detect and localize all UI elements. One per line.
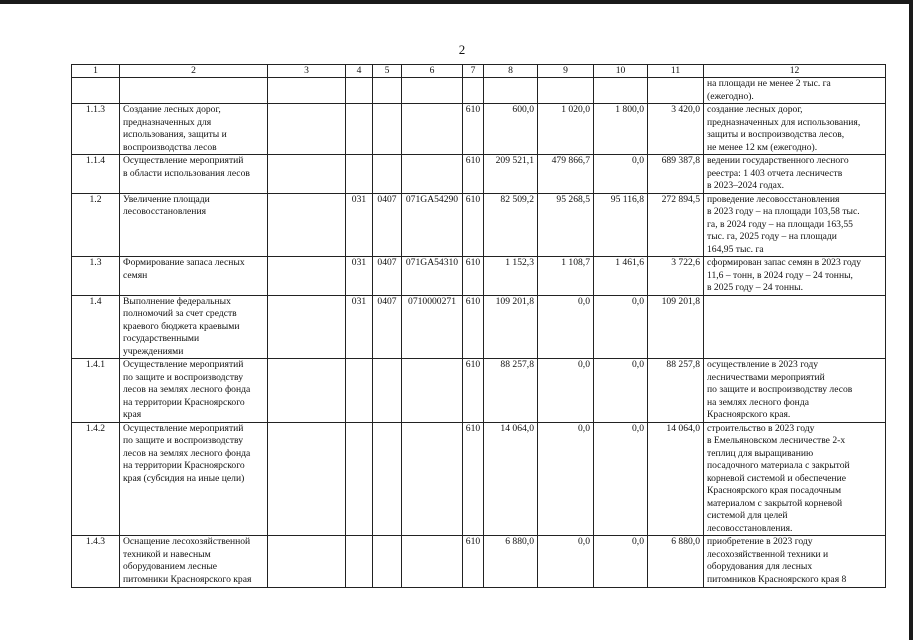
grbs-code-cell: 031 [346,193,373,257]
expected-result-cell-line: на землях лесного фонда [707,396,809,408]
scan-border-right [909,0,913,640]
grbs-code-cell [346,536,373,588]
target-article-cell: 0710000271 [402,295,463,359]
column-header: 9 [538,65,594,78]
column-header: 6 [402,65,463,78]
column-header: 3 [268,65,346,78]
amount-2024-cell: 95 268,5 [538,193,594,257]
expected-result-cell [704,78,886,104]
item-name-cell-line: на территории Красноярского [123,460,245,471]
expected-result-cell-line: лесничествами мероприятий [707,371,825,383]
grbs-code-cell: 031 [346,257,373,296]
amount-2024-cell: 0,0 [538,422,594,536]
expected-result-cell-line: оборудования для лесных [707,561,813,572]
target-article-cell: 071GA54310 [402,257,463,296]
expected-result-cell-line: Красноярского края. [707,409,791,420]
executor-cell [268,422,346,536]
expected-result-cell-line: строительство в 2023 году [707,422,815,434]
target-article-cell [402,359,463,423]
table-row [72,193,886,257]
item-name-cell-line: предназначенных для [123,116,212,128]
item-name-cell [120,422,268,536]
item-number-cell: 1.2 [72,193,120,257]
item-name-cell-line: Осуществление мероприятий [123,359,244,370]
expected-result-cell-line: на площади не менее 2 тыс. га [707,78,831,89]
amount-2025-cell: 1 800,0 [594,104,648,155]
item-name-cell-line: краевого бюджета краевыми [123,320,240,332]
amount-2025-cell: 0,0 [594,422,648,536]
expected-result-cell [704,422,886,536]
grbs-code-cell: 031 [346,295,373,359]
item-name-cell-line: лесов на землях лесного фонда [123,447,251,459]
amount-2024-cell: 0,0 [538,295,594,359]
grbs-code-cell [346,104,373,155]
section-code-cell [373,78,402,104]
item-name-cell-line: края (субсидия на иные цели) [123,472,245,484]
expected-result-cell [704,295,886,359]
page-number: 2 [458,42,466,57]
amount-total-cell: 689 387,8 [648,155,704,194]
item-name-cell-line: на территории Красноярского [123,396,245,408]
expense-type-cell: 610 [463,193,484,257]
expected-result-cell-line: предназначенных для использования, [707,116,861,128]
item-name-cell [120,104,268,155]
expected-result-cell-line: реестра: 1 403 отчета лесничеств [707,167,843,179]
amount-2025-cell [594,78,648,104]
item-name-cell-line: лесовосстановления [123,206,206,217]
item-name-cell-line: учреждениями [123,345,184,357]
expected-result-cell-line: 164,95 тыс. га [707,243,764,255]
table-row [72,359,886,423]
item-name-cell-line: Формирование запаса лесных [123,257,245,268]
amount-2024-cell: 1 020,0 [538,104,594,155]
expected-result-cell-line: Красноярского края посадочным [707,485,842,496]
item-name-cell-line: по защите и воспроизводству [123,371,244,383]
amount-total-cell [648,78,704,104]
item-name-cell-line: использования, защиты и [123,129,227,140]
expected-result-cell-line: защиты и воспроизводства лесов, [707,129,845,140]
expected-result-cell-line: корневой системой и обеспечение [707,472,847,484]
expected-result-cell-line: посадочного материала с закрытой [707,460,850,471]
grbs-code-cell [346,422,373,536]
item-name-cell [120,295,268,359]
amount-total-cell: 109 201,8 [648,295,704,359]
target-article-cell [402,78,463,104]
expense-type-cell: 610 [463,536,484,588]
item-name-cell-line: техникой и навесным [123,548,211,560]
column-header: 5 [373,65,402,78]
section-code-cell [373,359,402,423]
expense-type-cell: 610 [463,155,484,194]
column-header: 10 [594,65,648,78]
amount-2025-cell: 0,0 [594,359,648,423]
amount-2024-cell: 1 108,7 [538,257,594,296]
item-number-cell: 1.4.2 [72,422,120,536]
expected-result-cell-line: тыс. га, 2025 году – на площади [707,231,837,242]
target-article-cell [402,422,463,536]
item-name-cell-line: Создание лесных дорог, [123,104,221,115]
expense-type-cell: 610 [463,295,484,359]
expected-result-cell-line: осуществление в 2023 году [707,359,819,370]
expected-result-cell-line: в 2023–2024 годах. [707,180,785,191]
column-header: 4 [346,65,373,78]
expected-result-cell-line: 11,6 – тонн, в 2024 году – 24 тонны, [707,269,853,281]
amount-2023-cell: 1 152,3 [484,257,538,296]
expense-type-cell: 610 [463,104,484,155]
item-name-cell [120,193,268,257]
amount-2025-cell: 0,0 [594,536,648,588]
target-article-cell [402,155,463,194]
scan-border-top [0,0,913,4]
section-code-cell: 0407 [373,295,402,359]
amount-total-cell: 3 420,0 [648,104,704,155]
item-number-cell: 1.1.4 [72,155,120,194]
amount-2023-cell: 82 509,2 [484,193,538,257]
target-article-cell [402,104,463,155]
table-row [72,155,886,194]
amount-2024-cell: 479 866,7 [538,155,594,194]
item-number-cell: 1.1.3 [72,104,120,155]
expected-result-cell-line: в 2025 году – 24 тонны. [707,282,803,293]
grbs-code-cell [346,78,373,104]
expected-result-cell [704,193,886,257]
grbs-code-cell [346,155,373,194]
amount-total-cell: 88 257,8 [648,359,704,423]
grbs-code-cell [346,359,373,423]
expected-result-cell-line: (ежегодно). [707,90,754,102]
amount-2023-cell: 109 201,8 [484,295,538,359]
expected-result-cell-line: теплиц для выращиванию [707,447,814,459]
expense-type-cell: 610 [463,359,484,423]
amount-2023-cell: 14 064,0 [484,422,538,536]
amount-2025-cell: 1 461,6 [594,257,648,296]
amount-2023-cell: 6 880,0 [484,536,538,588]
amount-2023-cell: 600,0 [484,104,538,155]
expected-result-cell-line: по защите и воспроизводству лесов [707,384,853,395]
amount-2023-cell [484,78,538,104]
expected-result-cell-line: ведении государственного лесного [707,155,849,166]
expected-result-cell-line: материалом с закрытой корневой [707,497,843,509]
target-article-cell [402,536,463,588]
budget-table [71,64,886,588]
executor-cell [268,155,346,194]
item-number-cell: 1.4.3 [72,536,120,588]
amount-2023-cell: 88 257,8 [484,359,538,423]
item-name-cell [120,359,268,423]
table-row [72,104,886,155]
table-body [72,78,886,588]
amount-2024-cell: 0,0 [538,359,594,423]
target-article-cell: 071GA54290 [402,193,463,257]
section-code-cell [373,422,402,536]
section-code-cell: 0407 [373,193,402,257]
item-name-cell-line: Осуществление мероприятий [123,155,244,166]
table-row [72,422,886,536]
expected-result-cell [704,257,886,296]
expense-type-cell: 610 [463,422,484,536]
table-row [72,78,886,104]
item-name-cell [120,155,268,194]
expected-result-cell [704,536,886,588]
expected-result-cell [704,359,886,423]
amount-2024-cell: 0,0 [538,536,594,588]
executor-cell [268,536,346,588]
expected-result-cell-line: системой для целей [707,510,788,521]
column-header: 2 [120,65,268,78]
item-name-cell-line: края [123,409,142,420]
executor-cell [268,295,346,359]
amount-2023-cell: 209 521,1 [484,155,538,194]
amount-total-cell: 14 064,0 [648,422,704,536]
expected-result-cell-line: не менее 12 км (ежегодно). [707,141,818,153]
item-name-cell-line: Выполнение федеральных [123,295,231,307]
item-name-cell-line: Увеличение площади [123,193,210,205]
item-number-cell: 1.3 [72,257,120,296]
column-header: 11 [648,65,704,78]
item-name-cell-line: по защите и воспроизводству [123,435,244,446]
item-name-cell-line: Оснащение лесохозяйственной [123,536,251,547]
section-code-cell [373,536,402,588]
amount-total-cell: 3 722,6 [648,257,704,296]
expected-result-cell [704,155,886,194]
item-number-cell: 1.4 [72,295,120,359]
column-header: 7 [463,65,484,78]
table-row [72,295,886,359]
executor-cell [268,104,346,155]
amount-2024-cell [538,78,594,104]
expected-result-cell-line: создание лесных дорог, [707,104,803,115]
expected-result-cell-line: питомников Красноярского края 8 [707,573,847,585]
expected-result-cell-line: в 2023 году – на площади 103,58 тыс. [707,206,860,217]
item-name-cell-line: Осуществление мероприятий [123,422,244,434]
column-header: 8 [484,65,538,78]
table-row [72,257,886,296]
amount-total-cell: 6 880,0 [648,536,704,588]
amount-2025-cell: 0,0 [594,155,648,194]
expected-result-cell-line: сформирован запас семян в 2023 году [707,257,862,268]
item-name-cell [120,536,268,588]
item-number-cell: 1.4.1 [72,359,120,423]
section-code-cell [373,155,402,194]
item-name-cell-line: семян [123,269,148,281]
expected-result-cell-line: лесохозяйственной техники и [707,548,829,560]
item-name-cell-line: питомники Красноярского края [123,573,252,585]
item-name-cell-line: полномочий за счет средств [123,308,237,319]
header-row [72,65,886,78]
executor-cell [268,359,346,423]
executor-cell [268,78,346,104]
section-code-cell: 0407 [373,257,402,296]
item-name-cell-line: государственными [123,333,200,344]
expense-type-cell [463,78,484,104]
expected-result-cell-line: проведение лесовосстановления [707,193,840,205]
item-number-cell [72,78,120,104]
item-name-cell [120,78,268,104]
executor-cell [268,193,346,257]
table-row [72,536,886,588]
item-name-cell-line: в области использования лесов [123,167,250,179]
amount-2025-cell: 95 116,8 [594,193,648,257]
item-name-cell-line: оборудованием лесные [123,561,218,572]
column-header: 12 [704,65,886,78]
expected-result-cell-line: лесовосстановления. [707,522,793,534]
amount-2025-cell: 0,0 [594,295,648,359]
expense-type-cell: 610 [463,257,484,296]
item-name-cell-line: лесов на землях лесного фонда [123,384,251,395]
item-name-cell-line: воспроизводства лесов [123,141,217,153]
expected-result-cell-line: приобретение в 2023 году [707,536,813,547]
item-name-cell [120,257,268,296]
expected-result-cell-line: га, в 2024 году – на площади 163,55 [707,218,853,230]
amount-total-cell: 272 894,5 [648,193,704,257]
expected-result-cell-line: в Емельяновском лесничестве 2-х [707,435,846,446]
expected-result-cell [704,104,886,155]
column-header: 1 [72,65,120,78]
executor-cell [268,257,346,296]
section-code-cell [373,104,402,155]
